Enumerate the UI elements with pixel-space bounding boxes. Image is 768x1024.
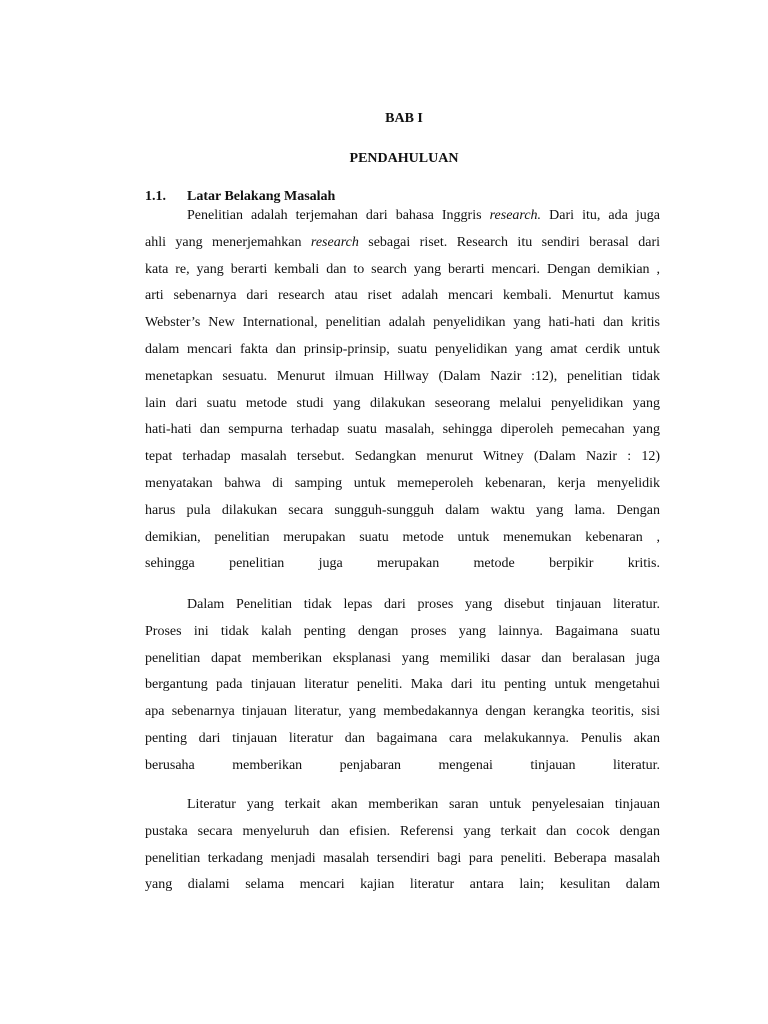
paragraph-line xyxy=(145,757,660,774)
section-heading xyxy=(145,189,335,205)
line-text: kata re, yang berarti kembali dan to search yang berarti mencari. Dengan demikian , xyxy=(145,261,660,277)
line-text: yang dialami selama mencari kajian literatur antara lain; kesulitan dalam xyxy=(145,877,660,893)
paragraph-line xyxy=(145,650,660,667)
paragraph-line xyxy=(145,876,660,893)
line-text: Dari itu, ada juga xyxy=(541,208,660,223)
paragraph-line xyxy=(145,730,660,747)
italic-term: research xyxy=(310,234,359,250)
line-text: demikian, penelitian merupakan suatu metode untuk menemukan kebenaran , xyxy=(145,529,660,545)
line-text: penting dari tinjauan literatur dan bagaimana cara melakukannya. Penulis akan xyxy=(145,731,660,746)
line-text: menyatakan bahwa di samping untuk memeperoleh kebenaran, kerja menyelidik xyxy=(145,476,660,491)
section-title: Latar Belakang Masalah xyxy=(187,189,336,204)
line-text: Penelitian adalah terjemahan dari bahasa Inggris xyxy=(187,208,490,223)
line-text: apa sebenarnya tinjauan literatur, yang membedakannya dengan kerangka teoritis, sisi xyxy=(145,704,660,720)
line-text: bergantung pada tinjauan literatur peneliti. Maka dari itu penting untuk mengetahui xyxy=(145,677,660,693)
line-text: penelitian terkadang menjadi masalah tersendiri bagi para peneliti. Beberapa masalah xyxy=(145,850,660,866)
paragraph-line xyxy=(187,207,660,224)
line-text: Literatur yang terkait akan memberikan saran untuk penyelesaian tinjauan xyxy=(187,797,660,812)
line-text: Proses ini tidak kalah penting dengan proses yang lainnya. Bagaimana suatu xyxy=(145,623,660,639)
line-text: ahli yang menerjemahkan xyxy=(145,234,311,250)
italic-term: research. xyxy=(489,208,542,223)
paragraph-line xyxy=(145,623,660,640)
paragraph-line xyxy=(145,421,660,438)
paragraph-line xyxy=(145,502,660,519)
paragraph-line xyxy=(145,529,660,546)
paragraph-line xyxy=(145,287,660,304)
paragraph-line xyxy=(145,395,660,412)
line-text: Dalam Penelitian tidak lepas dari proses yang disebut tinjauan literatur. xyxy=(187,597,660,612)
paragraph-line xyxy=(145,703,660,720)
line-text: tepat terhadap masalah tersebut. Sedangkan menurut Witney (Dalam Nazir : 12) xyxy=(145,449,660,465)
line-text: Webster’s New International, penelitian adalah penyelidikan yang hati-hati dan kritis xyxy=(145,315,660,331)
paragraph-line xyxy=(145,448,660,465)
line-text: pustaka secara menyeluruh dan efisien. Referensi yang terkait dan cocok dengan xyxy=(145,823,660,839)
line-text: hati-hati dan sempurna terhadap suatu masalah, sehingga diperoleh pemecahan yang xyxy=(145,422,660,438)
paragraph-line xyxy=(145,341,660,358)
paragraph-line xyxy=(145,475,660,492)
paragraph-line xyxy=(145,261,660,278)
line-text: dalam mencari fakta dan prinsip-prinsip, suatu penyelidikan yang amat cerdik untuk xyxy=(145,342,660,357)
line-text: berusaha memberikan penjabaran mengenai tinjauan literatur. xyxy=(145,757,660,773)
line-text: sehingga penelitian juga merupakan metode berpikir kritis. xyxy=(145,556,660,572)
paragraph-line xyxy=(145,555,660,572)
chapter-title: PENDAHULUAN xyxy=(349,151,459,166)
line-text: menetapkan sesuatu. Menurut ilmuan Hillway (Dalam Nazir :12), penelitian tidak xyxy=(145,368,660,384)
line-text: arti sebenarnya dari research atau riset adalah mencari kembali. Menurtut kamus xyxy=(145,288,660,304)
paragraph-line xyxy=(145,823,660,840)
paragraph-line xyxy=(145,368,660,385)
line-text: harus pula dilakukan secara sungguh-sungguh dalam waktu yang lama. Dengan xyxy=(145,502,660,518)
line-text: sebagai riset. Research itu sendiri berasal dari xyxy=(358,234,660,250)
paragraph-line xyxy=(187,796,660,813)
line-text: lain dari suatu metode studi yang dilakukan seseorang melalui penyelidikan yang xyxy=(145,395,660,411)
paragraph-line xyxy=(187,596,660,613)
chapter-label: BAB I xyxy=(385,111,423,126)
paragraph-line xyxy=(145,234,660,251)
line-text: penelitian dapat memberikan eksplanasi yang memiliki dasar dan beralasan juga xyxy=(145,650,660,666)
section-number: 1.1. xyxy=(145,189,166,204)
paragraph-line xyxy=(145,314,660,331)
paragraph-line xyxy=(145,850,660,867)
paragraph-line xyxy=(145,676,660,693)
